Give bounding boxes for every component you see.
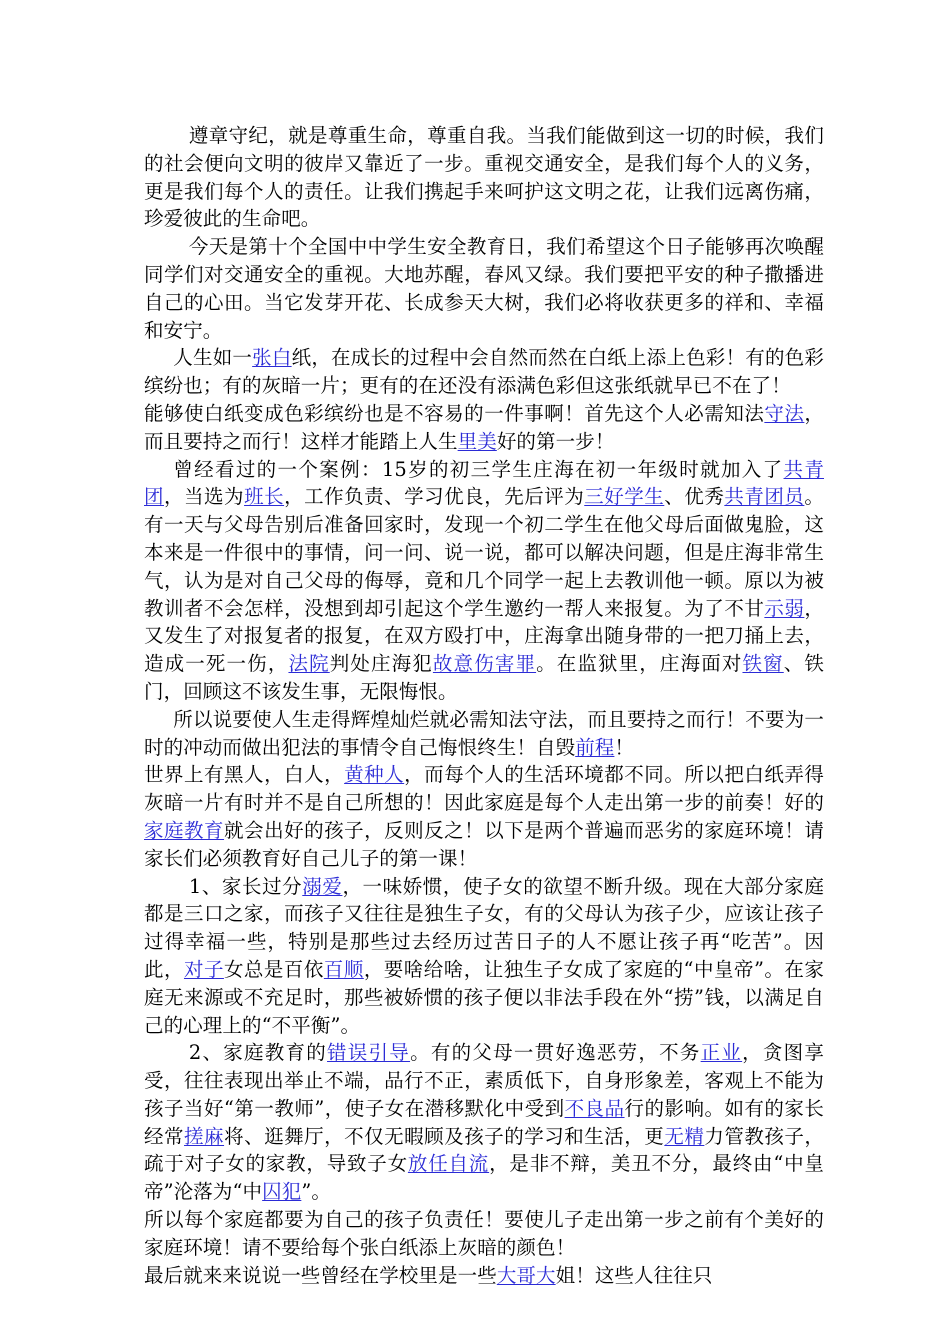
paragraph-text: 判处庄海犯 [329, 652, 433, 676]
paragraph-8 [144, 873, 824, 1040]
inline-link[interactable]: 不良品 [564, 1096, 625, 1120]
paragraph-3 [144, 344, 824, 400]
inline-link[interactable]: 无精 [664, 1124, 705, 1148]
paragraph-text: 。在监狱里，庄海面对 [536, 652, 743, 676]
paragraph-text: 力管教孩子，疏于对子女的家教，导致子女 [144, 1124, 825, 1176]
paragraph-text: 女总是百依 [223, 957, 324, 981]
inline-link[interactable]: 错误引导 [327, 1041, 411, 1065]
inline-link[interactable]: 共青团员 [724, 485, 805, 509]
paragraph-text: 、铁门，回顾这不该发生事，无限悔恨。 [144, 652, 824, 703]
inline-link[interactable]: 里美 [457, 429, 497, 453]
paragraph-text: 2、家庭教育的 [188, 1041, 328, 1065]
paragraph-9 [144, 1039, 824, 1206]
paragraph-6 [144, 706, 824, 762]
paragraph-text: ，是非不辩，美丑不分，最终由“中皇帝”沦落为“中 [144, 1152, 824, 1204]
inline-link[interactable]: 溺爱 [302, 874, 343, 898]
inline-link[interactable]: 班长 [244, 485, 285, 509]
paragraph-text: ，而且要持之而行！这样才能踏上人生 [144, 401, 824, 453]
paragraph-text: ”。 [301, 1180, 332, 1204]
inline-link[interactable]: 家庭教育 [144, 818, 225, 842]
paragraph-text: 纸，在成长的过程中会自然而然在白纸上添上色彩！有的色彩缤纷也；有的灰暗一片；更有的在还没有添满色彩但这张纸就早已不在了！ [144, 346, 825, 398]
paragraph-text: 将、逛舞厅，不仅无暇顾及孩子的学习和生活，更 [224, 1124, 665, 1148]
inline-link[interactable]: 正业 [700, 1041, 743, 1065]
inline-link[interactable]: 张白 [252, 346, 292, 370]
paragraph-7 [144, 761, 824, 872]
paragraph-text: 1、家长过分 [188, 874, 303, 898]
paragraph-text: ，贪图享受，往往表现出举止不端，品行不正，素质低下，自身形象差，客观上不能为孩子当好“第一教师”，使子女在潜移默化中受到 [144, 1041, 825, 1120]
paragraph-5 [144, 456, 824, 706]
paragraph-4 [144, 400, 824, 456]
inline-link[interactable]: 放任自流 [407, 1152, 490, 1176]
paragraph-text: 世界上有黑人，白人， [144, 763, 345, 787]
paragraph-text: 好的第一步！ [496, 429, 615, 453]
paragraph-1 [144, 122, 824, 233]
paragraph-text: 遵章守纪，就是尊重生命，尊重自我。当我们能做到这一切的时候，我们的社会便向文明的彼岸又靠近了一步。重视交通安全，是我们每个人的义务，更是我们每个人的责任。让我们携起手来呵护这文明之花，让我们远离伤痛，珍爱彼此的生命吧。 [144, 124, 824, 231]
paragraph-text: 。有的父母一贯好逸恶劳，不务 [410, 1041, 701, 1065]
paragraph-text: ！ [614, 735, 635, 759]
inline-link[interactable]: 三好学生 [584, 485, 665, 509]
paragraph-text: 所以每个家庭都要为自己的孩子负责任！要使儿子走出第一步之前有个美好的家庭环境！请不要给每个张白纸添上灰暗的颜色！ [144, 1208, 824, 1259]
inline-link[interactable]: 百顺 [323, 957, 364, 981]
inline-link[interactable]: 铁窗 [742, 652, 784, 676]
paragraph-10 [144, 1206, 824, 1262]
inline-link[interactable]: 大哥大 [496, 1263, 556, 1287]
inline-link[interactable]: 示弱 [764, 596, 805, 620]
paragraph-text: ，工作负责、学习优良，先后评为 [284, 485, 585, 509]
paragraph-text: 能够使白纸变成色彩缤纷也是不容易的一件事啊！首先这个人必需知法 [144, 401, 765, 425]
inline-link[interactable]: 前程 [575, 735, 615, 759]
document-page [144, 122, 824, 1289]
paragraph-text: ，而每个人的生活环境都不同。所以把白纸弄得灰暗一片有时并不是自己所想的！因此家庭是每个人走出第一步的前奏！好的 [144, 763, 824, 815]
paragraph-text: 最后就来来说说一些曾经在学校里是一些 [144, 1263, 497, 1287]
paragraph-text: 行的影响。如有的家长经常 [144, 1096, 824, 1148]
paragraph-text: 人生如一 [173, 346, 253, 370]
inline-link[interactable]: 共青团 [144, 457, 824, 509]
inline-link[interactable]: 故意伤害罪 [432, 652, 537, 676]
paragraph-text: 。有一天与父母告别后准备回家时，发现一个初二学生在他父母后面做鬼脸，这本来是一件很中的事情，问一问、说一说，都可以解决问题，但是庄海非常生气，认为是对自己父母的侮辱，竟和几个同学一起上去教训他一顿。原以为被教训者不会怎样，没想到却引起这个学生邀约一帮人来报复。为了不甘 [144, 485, 824, 620]
inline-link[interactable]: 搓麻 [184, 1124, 225, 1148]
paragraph-2 [144, 233, 824, 344]
paragraph-text: 姐！这些人往往只 [555, 1263, 713, 1287]
paragraph-text: ，一味娇惯，使子女的欲望不断升级。现在大部分家庭都是三口之家，而孩子又往往是独生子女，有的父母认为孩子少，应该让孩子过得幸福一些，特别是那些过去经历过苦日子的人不愿让孩子再“吃苦”。因此， [144, 874, 824, 981]
inline-link[interactable]: 法院 [288, 652, 330, 676]
paragraph-text: 所以说要使人生走得辉煌灿烂就必需知法守法，而且要持之而行！不要为一时的冲动而做出犯法的事情令自己悔恨终生！自毁 [144, 707, 824, 759]
paragraph-text: 曾经看过的一个案例：15岁的初三学生庄海在初一年级时就加入了 [173, 457, 784, 481]
inline-link[interactable]: 囚犯 [262, 1180, 302, 1204]
paragraph-11 [144, 1262, 824, 1290]
paragraph-text: ，又发生了对报复者的报复，在双方殴打中，庄海拿出随身带的一把刀捅上去，造成一死一伤， [144, 596, 824, 676]
inline-link[interactable]: 守法 [764, 401, 805, 425]
inline-link[interactable]: 黄种人 [344, 763, 405, 787]
paragraph-text: 、优秀 [664, 485, 725, 509]
inline-link[interactable]: 对子 [183, 957, 224, 981]
paragraph-text: 今天是第十个全国中中学生安全教育日，我们希望这个日子能够再次唤醒同学们对交通安全的重视。大地苏醒，春风又绿。我们要把平安的种子撒播进自己的心田。当它发芽开花、长成参天大树，我们必将收获更多的祥和、幸福和安宁。 [144, 235, 824, 342]
paragraph-text: 就会出好的孩子，反则反之！以下是两个普遍而恶劣的家庭环境！请家长们必须教育好自己儿子的第一课！ [144, 818, 824, 870]
paragraph-text: ，当选为 [164, 485, 245, 509]
paragraph-text: ，要啥给啥，让独生子女成了家庭的“中皇帝”。在家庭无来源或不充足时，那些被娇惯的孩子便以非法手段在外“捞”钱，以满足自己的心理上的“不平衡”。 [144, 957, 824, 1037]
